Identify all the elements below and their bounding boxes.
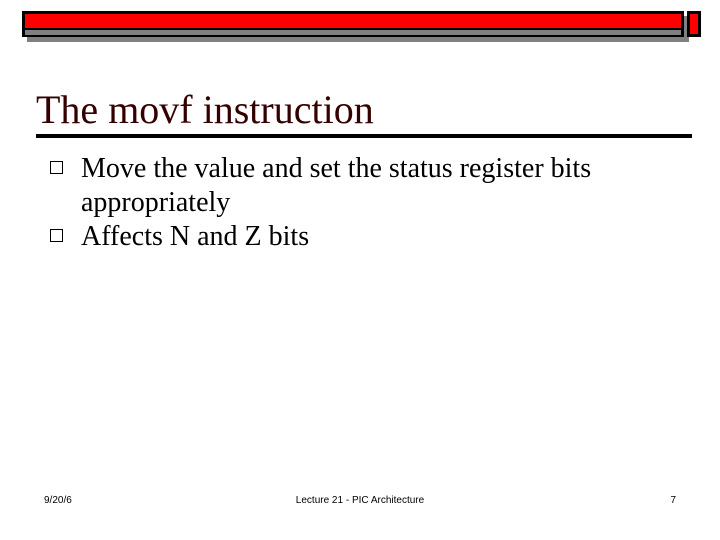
footer-lecture-title: Lecture 21 - PIC Architecture: [295, 495, 425, 506]
top-bar-gray-strip: [25, 30, 681, 35]
bullet-list: [50, 152, 690, 254]
bullet-text: Affects N and Z bits: [81, 221, 310, 252]
hollow-square-icon: [50, 161, 63, 174]
footer-page-number: 7: [670, 495, 676, 506]
slide-title: The movf instruction: [36, 87, 374, 132]
title-underline: [36, 134, 692, 138]
bullet-text: Move the value and set the status register bits appropriately: [81, 153, 592, 218]
bullet-item: [50, 220, 690, 254]
top-bar-end-cap-fill: [690, 14, 698, 34]
footer-date: 9/20/6: [44, 495, 72, 506]
hollow-square-icon: [50, 229, 63, 242]
top-bar-red-fill: [25, 14, 681, 28]
bullet-item: [50, 152, 690, 220]
